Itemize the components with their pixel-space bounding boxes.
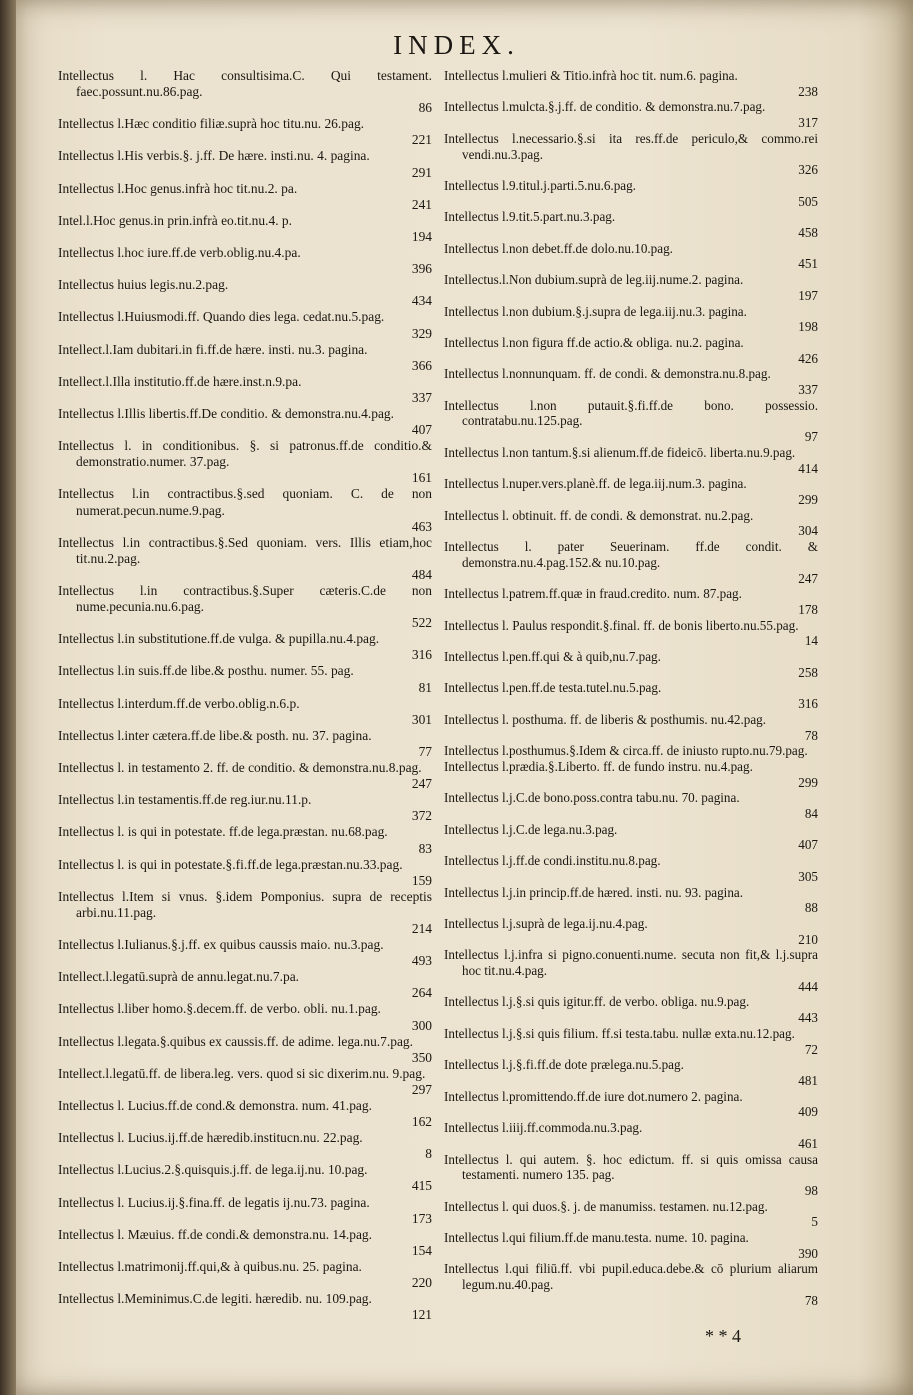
- index-entry: [58, 1195, 432, 1227]
- index-entry-page: 221: [411, 132, 432, 148]
- index-entry-text: Intellectus l. qui duos.§. j. de manumiss. testamen. nu.12.pag.: [444, 1198, 768, 1214]
- index-entry: [444, 131, 818, 178]
- index-entry-text: Intellectus l.9.tit.5.part.nu.3.pag.: [444, 209, 616, 225]
- index-entry-page: 197: [798, 287, 818, 303]
- index-entry-page: 77: [418, 743, 432, 759]
- index-entry: [58, 116, 432, 148]
- index-entry-text: Intellectus l.9.titul.j.parti.5.nu.6.pag.: [444, 177, 636, 193]
- index-entry-text: Intellect.l.legatū.suprà de annu.legat.nu.7.pa.: [58, 969, 300, 985]
- index-entry-text: Intellectus l.nonnunquam. ff. de condi. & demonstra.nu.8.pag.: [444, 366, 771, 382]
- index-entry-page: 86: [418, 100, 432, 116]
- index-entry: [58, 213, 432, 245]
- index-entry-text: Intellectus l.inter cætera.ff.de libe.& posth. nu. 37. pagina.: [58, 727, 372, 743]
- index-entry: [444, 994, 818, 1025]
- signature-mark: * * 4: [705, 1326, 741, 1346]
- index-entry-page: 220: [411, 1275, 432, 1291]
- index-entry-page: 162: [411, 1114, 432, 1130]
- index-entry-text: Intellectus l.j.C.de lega.nu.3.pag.: [444, 821, 618, 837]
- index-entry: [58, 309, 432, 341]
- index-entry-page: 210: [798, 931, 818, 947]
- index-entry: [444, 476, 818, 507]
- index-entry-text: Intellectus l.hoc iure.ff.de verb.oblig.nu.4.pa.: [58, 245, 301, 261]
- index-entry: [444, 209, 818, 240]
- index-entry: [444, 366, 818, 397]
- index-entry-page: 301: [411, 711, 432, 727]
- index-entry-text: Intellectus l.Hæc conditio filiæ.suprà hoc titu.nu. 26.pag.: [58, 116, 365, 132]
- index-column-left: [58, 68, 432, 1323]
- index-entry-text: Intellectus l. obtinuit. ff. de condi. & demonstrat. nu.2.pag.: [444, 507, 754, 523]
- index-entry-page: 316: [798, 696, 818, 712]
- index-entry: [58, 792, 432, 824]
- index-entry-text: Intellectus l.j.suprà de lega.ij.nu.4.pag.: [444, 915, 648, 931]
- index-entry: [58, 1227, 432, 1259]
- index-entry: [58, 1098, 432, 1130]
- index-entry: [444, 743, 818, 759]
- index-entry-text: Intellectus l.Lucius.2.§.quisquis.j.ff. de lega.ij.nu. 10.pag.: [58, 1162, 368, 1178]
- index-entry-page: 78: [804, 1292, 818, 1308]
- index-entry-page: 299: [798, 774, 818, 790]
- index-entry: [444, 1026, 818, 1057]
- index-entry-page: 366: [411, 357, 432, 373]
- index-entry-page: 304: [798, 523, 818, 539]
- index-entry-text: Intellectus l.non putauit.§.fi.ff.de bono. possessio. contratabu.nu.125.pag.: [444, 397, 818, 429]
- index-entry-page: 241: [411, 196, 432, 212]
- index-entry: [444, 445, 818, 476]
- index-entry: [444, 759, 818, 790]
- index-entry: [444, 1120, 818, 1151]
- index-entry-text: Intellectus l.in suis.ff.de libe.& posthu. numer. 55. pag.: [58, 663, 354, 679]
- index-entry: [58, 68, 432, 116]
- index-entry-page: 14: [804, 633, 818, 649]
- index-entry-page: 461: [798, 1135, 818, 1151]
- index-entry-page: 484: [411, 566, 432, 582]
- index-entry-page: 337: [411, 389, 432, 405]
- index-entry-page: 451: [798, 256, 818, 272]
- index-entry-page: 300: [411, 1017, 432, 1033]
- index-entry-text: Intellectus l.patrem.ff.quæ in fraud.credito. num. 87.pag.: [444, 586, 742, 602]
- index-entry: [444, 178, 818, 209]
- index-entry: [58, 245, 432, 277]
- index-entry: [58, 889, 432, 937]
- index-entry: [58, 277, 432, 309]
- index-entry-text: Intellectus l.Huiusmodi.ff. Quando dies lega. cedat.nu.5.pag.: [58, 309, 385, 325]
- index-entry-text: Intellectus l.necessario.§.si ita res.ff.de periculo,& commo.rei vendi.nu.3.pag.: [444, 130, 818, 162]
- index-entry: [444, 304, 818, 335]
- index-entry: [58, 1001, 432, 1033]
- index-entry-text: Intellectus l.j.in princip.ff.de hæred. insti. nu. 93. pagina.: [444, 884, 744, 900]
- index-entry: [444, 508, 818, 539]
- index-entry-page: 409: [798, 1104, 818, 1120]
- index-entry: [444, 916, 818, 947]
- index-entry-page: 173: [411, 1210, 432, 1226]
- index-entry-text: Intellectus l.Meminimus.C.de legiti. hæredib. nu. 109.pag.: [58, 1291, 372, 1307]
- index-entry-page: 350: [411, 1049, 432, 1065]
- index-entry-text: Intellectus l.promittendo.ff.de iure dot.numero 2. pagina.: [444, 1088, 743, 1104]
- index-entry: [444, 885, 818, 916]
- index-entry-page: 505: [798, 193, 818, 209]
- index-entry: [444, 1057, 818, 1088]
- index-entry: [58, 1162, 432, 1194]
- index-entry-text: Intellectus l. Lucius.ij.§.fina.ff. de legatis ij.nu.73. pagina.: [58, 1194, 370, 1210]
- index-entry-text: Intellectus l.non tantum.§.si alienum.ff.de fideicō. liberta.nu.9.pag.: [444, 444, 796, 460]
- index-entry: [58, 857, 432, 889]
- index-entry-text: Intellectus l.nuper.vers.planè.ff. de lega.iij.num.3. pagina.: [444, 476, 747, 492]
- index-entry-page: 178: [798, 601, 818, 617]
- index-entry-text: Intellect.l.Illa institutio.ff.de hære.inst.n.9.pa.: [58, 373, 302, 389]
- index-entry-page: 329: [411, 325, 432, 341]
- index-entry-page: 264: [411, 985, 432, 1001]
- index-entry: [58, 696, 432, 728]
- index-entry-page: 84: [804, 806, 818, 822]
- index-entry-text: Intellectus l.liber homo.§.decem.ff. de verbo. obli. nu.1.pag.: [58, 1001, 381, 1017]
- index-entry-text: Intellectus l.j.infra si pigno.conuenti.nume. secuta non fit,& l.j.supra hoc tit.nu.4.pag.: [444, 947, 818, 979]
- index-entry-page: 97: [804, 429, 818, 445]
- index-entry-text: Intellectus l.legata.§.quibus ex caussis.ff. de adime. lega.nu.7.pag.: [58, 1033, 413, 1049]
- index-entry: [444, 68, 818, 99]
- index-entry-page: 493: [411, 953, 432, 969]
- index-entry-text: Intellectus l.mulieri & Titio.infrà hoc tit. num.6. pagina.: [444, 68, 738, 83]
- index-entry-page: 8: [425, 1146, 432, 1162]
- index-entry-page: 458: [798, 225, 818, 241]
- index-entry-page: 426: [798, 350, 818, 366]
- index-entry-page: 414: [798, 460, 818, 476]
- index-entry: [444, 241, 818, 272]
- index-entry-page: 407: [798, 837, 818, 853]
- index-entry: [444, 539, 818, 586]
- index-entry-page: 154: [411, 1242, 432, 1258]
- index-entry-text: Intellectus l. in conditionibus. §. si patronus.ff.de conditio.& demonstratio.numer. 37.pag.: [58, 438, 432, 470]
- index-entry-text: Intellectus l.pen.ff.qui & à quib,nu.7.pag.: [444, 649, 661, 665]
- index-entry-page: 481: [798, 1073, 818, 1088]
- index-entry-text: Intellectus l.Iulianus.§.j.ff. ex quibus caussis maio. nu.3.pag.: [58, 937, 384, 953]
- index-entry-page: 317: [798, 115, 818, 131]
- index-entry-text: Intellectus l. pater Seuerinam. ff.de condit. & demonstra.nu.4.pag.152.& nu.10.pag.: [444, 539, 818, 570]
- index-entry-text: Intellectus l.pen.ff.de testa.tutel.nu.5.pag.: [444, 680, 662, 696]
- index-entry-page: 396: [411, 261, 432, 277]
- index-entry-text: Intellectus l.non figura ff.de actio.& obliga. nu.2. pagina.: [444, 334, 744, 350]
- index-entry: [58, 1066, 432, 1098]
- index-entry-text: Intellectus.l.Non dubium.suprà de leg.iij.nume.2. pagina.: [444, 272, 744, 288]
- index-entry: [58, 937, 432, 969]
- index-entry-text: Intellectus l. Hac consultisima.C. Qui testament. faec.possunt.nu.86.pag.: [58, 68, 432, 100]
- index-entry: [444, 1230, 818, 1261]
- index-entry-text: Intel.l.Hoc genus.in prin.infrà eo.tit.nu.4. p.: [58, 212, 292, 228]
- index-entry: [58, 1034, 432, 1066]
- index-entry: [444, 1261, 818, 1308]
- index-entry-page: 78: [804, 727, 818, 743]
- index-entry: [58, 1130, 432, 1162]
- page-header: INDEX.: [393, 30, 520, 60]
- index-entry-page: 444: [798, 978, 818, 994]
- index-entry-page: 297: [411, 1081, 432, 1097]
- index-entry-text: Intellectus l. is qui in potestate.§.fi.ff.de lega.præstan.nu.33.pag.: [58, 856, 403, 872]
- index-entry: [58, 486, 432, 534]
- index-entry: [58, 438, 432, 486]
- index-entry-page: 98: [804, 1182, 818, 1198]
- index-entry-page: 415: [411, 1178, 432, 1194]
- index-entry-text: Intellectus l.non dubium.§.j.supra de lega.iij.nu.3. pagina.: [444, 303, 747, 319]
- index-entry-page: 390: [798, 1245, 818, 1261]
- binding-gutter: [0, 0, 16, 1395]
- index-entry-text: Intellectus l.iiij.ff.commoda.nu.3.pag.: [444, 1120, 643, 1136]
- index-entry-text: Intellectus l.j.C.de bono.poss.contra tabu.nu. 70. pagina.: [444, 790, 740, 806]
- index-entry: [58, 181, 432, 213]
- index-entry-page: 299: [798, 491, 818, 507]
- index-entry-page: 88: [804, 900, 818, 916]
- index-entry: [444, 1152, 818, 1199]
- index-entry-page: 161: [411, 470, 432, 486]
- index-entry-text: Intellectus l.posthumus.§.Idem & circa.ff. de iniusto rupto.nu.79.pag.: [444, 743, 808, 759]
- index-entry-page: 291: [411, 164, 432, 180]
- index-entry-text: Intellect.l.legatū.ff. de libera.leg. vers. quod si sic dixerim.nu. 9.pag.: [58, 1065, 426, 1081]
- index-entry-text: Intellectus l. Lucius.ij.ff.de hæredib.institucn.nu. 22.pag.: [58, 1130, 363, 1146]
- index-entry: [58, 1259, 432, 1291]
- index-entry-page: 214: [411, 920, 432, 936]
- index-entry: [444, 649, 818, 680]
- index-entry-page: 337: [798, 382, 818, 398]
- index-entry-text: Intellectus l.j.§.si quis igitur.ff. de verbo. obliga. nu.9.pag.: [444, 994, 750, 1010]
- index-entry-text: Intellectus l.j.§.fi.ff.de dote prælega.nu.5.pag.: [444, 1057, 684, 1073]
- index-entry: [58, 406, 432, 438]
- index-entry-text: Intellectus l. is qui in potestate. ff.de lega.præstan. nu.68.pag.: [58, 824, 388, 840]
- index-entry-page: 247: [798, 570, 818, 586]
- index-entry-page: 198: [798, 319, 818, 335]
- index-entry-text: Intellectus l.His verbis.§. j.ff. De hære. insti.nu. 4. pagina.: [58, 148, 370, 164]
- index-entry: [58, 148, 432, 180]
- index-entry-text: Intellectus l.j.ff.de condi.institu.nu.8.pag.: [444, 853, 661, 869]
- index-entry-page: 316: [411, 647, 432, 663]
- index-entry: [444, 822, 818, 853]
- index-entry-text: Intellectus l.in contractibus.§.Super cæteris.C.de non nume.pecunia.nu.6.pag.: [58, 583, 432, 615]
- index-entry-text: Intellectus l.Hoc genus.infrà hoc tit.nu.2. pa.: [58, 180, 298, 196]
- index-entry-page: 121: [411, 1307, 432, 1323]
- index-entry: [444, 853, 818, 884]
- index-entry-text: Intellectus l. Mæuius. ff.de condi.& demonstra.nu. 14.pag.: [58, 1226, 372, 1242]
- index-entry-page: 72: [804, 1041, 818, 1057]
- index-entry: [58, 342, 432, 374]
- index-entry: [58, 374, 432, 406]
- index-entry-text: Intellectus l.interdum.ff.de verbo.oblig.n.6.p.: [58, 695, 300, 711]
- index-entry: [444, 272, 818, 303]
- index-entry-text: Intellectus l. posthuma. ff. de liberis & posthumis. nu.42.pag.: [444, 711, 767, 727]
- index-entry-text: Intellectus l. Paulus respondit.§.final. ff. de bonis liberto.nu.55.pag.: [444, 617, 799, 633]
- index-entry-text: Intellectus l.in contractibus.§.sed quoniam. C. de non numerat.pecun.nume.9.pag.: [58, 486, 432, 518]
- index-entry: [58, 631, 432, 663]
- index-entry-text: Intellectus l. qui autem. §. hoc edictum. ff. si quis omissa causa testamenti. numero 135. pag.: [444, 1151, 818, 1183]
- index-entry: [444, 680, 818, 711]
- index-entry-page: 443: [798, 1010, 818, 1026]
- index-entry: [444, 335, 818, 366]
- index-entry: [444, 99, 818, 130]
- index-entry: [444, 1199, 818, 1230]
- index-entry: [58, 728, 432, 760]
- index-entry: [444, 790, 818, 821]
- index-entry: [58, 760, 432, 792]
- index-entry-text: Intellectus l.non debet.ff.de dolo.nu.10.pag.: [444, 240, 673, 256]
- index-entry-page: 258: [798, 664, 818, 680]
- index-entry-text: Intellectus l.qui filiū.ff. vbi pupil.educa.debe.& cō plurium aliarum legum.nu.40.pag.: [444, 1261, 818, 1293]
- index-entry-page: 238: [798, 83, 818, 99]
- index-entry-text: Intellectus l.in contractibus.§.Sed quoniam. vers. Illis etiam,hoc tit.nu.2.pag.: [58, 534, 432, 566]
- index-entry-text: Intellectus l.j.§.si quis filium. ff.si testa.tabu. nullæ exta.nu.12.pag.: [444, 1025, 795, 1041]
- index-entry: [444, 1089, 818, 1120]
- index-entry-page: 159: [411, 872, 432, 888]
- index-entry: [58, 535, 432, 583]
- index-entry-text: Intellect.l.Iam dubitari.in fi.ff.de hære. insti. nu.3. pagina.: [58, 341, 368, 357]
- index-entry-page: 305: [798, 868, 818, 884]
- index-entry-page: 434: [411, 293, 432, 309]
- index-entry-page: 326: [798, 162, 818, 178]
- index-entry-text: Intellectus l.in substitutione.ff.de vulga. & pupilla.nu.4.pag.: [58, 631, 380, 647]
- index-entry-text: Intellectus l.Item si vnus. §.idem Pomponius. supra de receptis arbi.nu.11.pag.: [58, 888, 432, 920]
- index-entry-text: Intellectus huius legis.nu.2.pag.: [58, 277, 229, 293]
- index-entry-text: Intellectus l.qui filium.ff.de manu.testa. nume. 10. pagina.: [444, 1230, 749, 1246]
- index-entry-page: 83: [418, 840, 432, 856]
- index-entry: [444, 618, 818, 649]
- index-entry: [58, 1291, 432, 1323]
- index-entry: [444, 947, 818, 994]
- index-entry-page: 463: [411, 518, 432, 534]
- index-entry-text: Intellectus l. in testamento 2. ff. de conditio. & demonstra.nu.8.pag.: [58, 760, 422, 776]
- index-entry: [444, 712, 818, 743]
- index-entry-page: 372: [411, 808, 432, 824]
- index-entry: [58, 583, 432, 631]
- index-entry-text: Intellectus l. Lucius.ff.de cond.& demonstra. num. 41.pag.: [58, 1098, 372, 1113]
- index-column-right: [444, 68, 818, 1309]
- index-entry-page: 194: [411, 228, 432, 244]
- index-entry: [58, 663, 432, 695]
- index-entry: [58, 969, 432, 1001]
- index-entry-text: Intellectus l.mulcta.§.j.ff. de conditio. & demonstra.nu.7.pag.: [444, 99, 766, 115]
- index-entry-page: 522: [411, 615, 432, 631]
- index-entry-text: Intellectus l.matrimonij.ff.qui,& à quibus.nu. 25. pagina.: [58, 1258, 362, 1274]
- index-entry: [58, 824, 432, 856]
- index-entry: [444, 586, 818, 617]
- index-entry: [444, 398, 818, 445]
- index-entry-page: 407: [411, 422, 432, 438]
- index-entry-page: 247: [411, 776, 432, 792]
- index-entry-page: 81: [418, 679, 432, 695]
- index-entry-page: 5: [811, 1214, 818, 1230]
- index-entry-text: Intellectus l.prædia.§.Liberto. ff. de fundo instru. nu.4.pag.: [444, 758, 753, 774]
- index-entry-text: Intellectus l.in testamentis.ff.de reg.iur.nu.11.p.: [58, 792, 312, 808]
- index-entry-text: Intellectus l.Illis libertis.ff.De conditio. & demonstra.nu.4.pag.: [58, 405, 394, 421]
